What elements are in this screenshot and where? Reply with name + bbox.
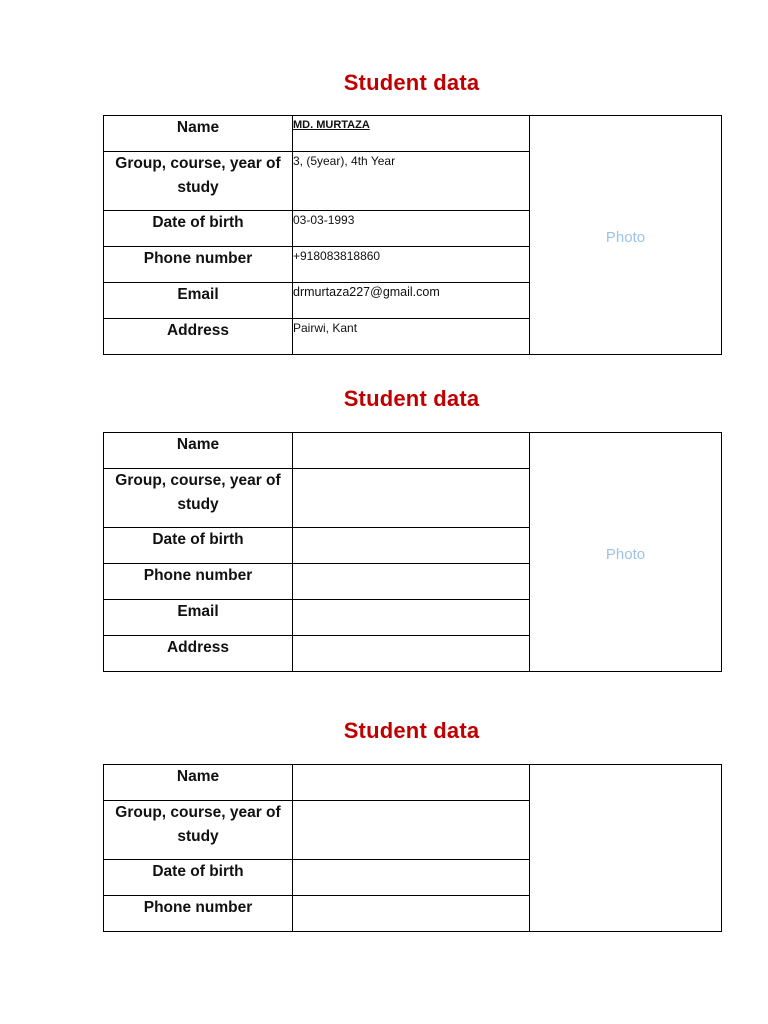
value-phone[interactable] (293, 896, 530, 932)
label-address: Address (104, 636, 293, 672)
value-group[interactable] (293, 801, 530, 860)
value-name[interactable] (293, 765, 530, 801)
value-address[interactable] (293, 636, 530, 672)
table-row-name (104, 765, 722, 801)
label-dob: Date of birth (104, 528, 293, 564)
section-title-2: Student data (343, 386, 480, 411)
label-address: Address (104, 319, 293, 355)
value-dob[interactable] (293, 528, 530, 564)
label-name: Name (104, 765, 293, 801)
section-title-1: Student data (343, 70, 480, 95)
value-group[interactable] (293, 469, 530, 528)
value-dob[interactable] (293, 860, 530, 896)
value-address[interactable]: Pairwi, Kant (293, 319, 530, 355)
table-row-name (104, 116, 722, 152)
value-name[interactable] (293, 433, 530, 469)
value-email[interactable] (293, 600, 530, 636)
label-email: Email (104, 283, 293, 319)
label-dob: Date of birth (104, 860, 293, 896)
student-table-2 (103, 432, 722, 672)
label-phone: Phone number (104, 564, 293, 600)
label-group: Group, course, year of study (104, 152, 293, 211)
label-phone: Phone number (104, 247, 293, 283)
section-title-3: Student data (343, 718, 480, 743)
label-group: Group, course, year of study (104, 801, 293, 860)
table-row-name (104, 433, 722, 469)
label-group: Group, course, year of study (104, 469, 293, 528)
value-phone[interactable] (293, 564, 530, 600)
value-phone[interactable]: +918083818860 (293, 247, 530, 283)
photo-placeholder[interactable]: Photo (530, 433, 722, 672)
photo-placeholder[interactable] (530, 765, 722, 932)
value-email[interactable]: drmurtaza227@gmail.com (293, 283, 530, 319)
student-table-3 (103, 764, 722, 932)
label-dob: Date of birth (104, 211, 293, 247)
value-group[interactable]: 3, (5year), 4th Year (293, 152, 530, 211)
photo-placeholder[interactable]: Photo (530, 116, 722, 355)
label-email: Email (104, 600, 293, 636)
value-dob[interactable]: 03-03-1993 (293, 211, 530, 247)
label-name: Name (104, 116, 293, 152)
student-table-1 (103, 115, 722, 355)
label-name: Name (104, 433, 293, 469)
value-name[interactable]: MD. MURTAZA (293, 116, 530, 152)
label-phone: Phone number (104, 896, 293, 932)
